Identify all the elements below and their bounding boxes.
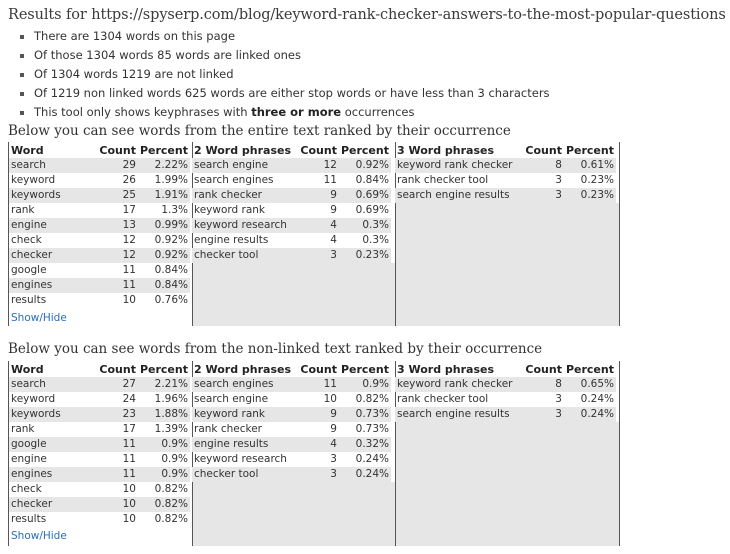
term-cell: engines [9, 278, 97, 293]
count-cell: 11 [97, 437, 138, 452]
count-cell: 10 [323, 393, 337, 405]
percent-cell: 2.21% [138, 377, 190, 392]
percent-cell: 0.24% [355, 453, 389, 465]
table-row [9, 188, 190, 203]
column-header-p3[interactable]: 3 Word phrases [397, 363, 495, 376]
count-cell: 29 [97, 158, 138, 173]
term-cell: rank [11, 204, 35, 216]
percent-cell: 0.92% [154, 234, 188, 246]
table-row [192, 467, 391, 482]
column-header-count[interactable]: Count [300, 363, 337, 376]
phrases3-table [395, 143, 616, 203]
percent-cell: 0.82% [154, 483, 188, 495]
percent-cell: 0.69% [339, 188, 391, 203]
term-cell: search engine [194, 393, 269, 405]
column-header-word[interactable]: Word [11, 363, 44, 376]
percent-cell: 1.3% [161, 204, 188, 216]
term-cell: keyword research [194, 453, 287, 465]
count-cell: 10 [97, 497, 138, 512]
percent-cell: 0.9% [339, 377, 391, 392]
percent-cell: 0.73% [355, 423, 389, 435]
table-row [192, 233, 391, 248]
term-cell: search engine results [395, 407, 523, 422]
percent-cell: 0.99% [138, 218, 190, 233]
table-row [9, 497, 190, 512]
show-hide-link[interactable]: Show/Hide [11, 530, 67, 542]
term-cell: engine results [192, 437, 298, 452]
percent-cell: 0.24% [580, 393, 614, 405]
count-cell: 9 [298, 407, 339, 422]
term-cell: keyword [11, 174, 56, 186]
table-header-row [9, 362, 190, 377]
summary-item: Of 1304 words 1219 are not linked [34, 65, 550, 84]
count-cell: 8 [523, 377, 564, 392]
table-header-row [9, 143, 190, 158]
table-row [9, 467, 190, 482]
term-cell: checker [9, 248, 97, 263]
count-cell: 11 [323, 174, 337, 186]
table-row [9, 293, 190, 308]
term-cell: keywords [9, 407, 97, 422]
table-row [192, 248, 391, 263]
percent-cell: 1.88% [138, 407, 190, 422]
table-row [192, 437, 391, 452]
count-cell: 9 [330, 423, 337, 435]
table-row [9, 233, 190, 248]
table-row [9, 263, 190, 278]
count-cell: 12 [122, 234, 136, 246]
term-cell: keyword rank [192, 407, 298, 422]
term-cell: rank checker [194, 423, 262, 435]
term-cell: search [9, 158, 97, 173]
percent-cell: 0.9% [138, 437, 190, 452]
count-cell: 17 [122, 423, 136, 435]
table-row [9, 203, 190, 218]
count-cell: 4 [298, 437, 339, 452]
count-cell: 17 [122, 204, 136, 216]
count-cell: 3 [298, 467, 339, 482]
term-cell: rank checker [192, 188, 298, 203]
percent-cell: 0.92% [138, 248, 190, 263]
count-cell: 25 [97, 188, 138, 203]
table-row [395, 188, 616, 203]
count-cell: 11 [97, 278, 138, 293]
term-cell: keyword rank checker [395, 158, 523, 173]
table-row [9, 377, 190, 392]
percent-cell: 1.99% [154, 174, 188, 186]
percent-cell: 1.39% [154, 423, 188, 435]
table-row [395, 173, 616, 188]
term-cell: rank checker tool [397, 174, 489, 186]
column-header-p2[interactable]: 2 Word phrases [194, 363, 292, 376]
table-row [192, 188, 391, 203]
count-cell: 12 [97, 248, 138, 263]
table-row [9, 422, 190, 437]
term-cell: rank [11, 423, 35, 435]
term-cell: google [9, 437, 97, 452]
table-row [9, 158, 190, 173]
count-cell: 10 [122, 294, 136, 306]
term-cell: search engines [194, 174, 274, 186]
summary-list [34, 27, 550, 122]
table-header-row [395, 143, 616, 158]
table-row [395, 392, 616, 407]
table-row [9, 512, 190, 527]
empty-area [396, 422, 619, 546]
phrases3-table [395, 362, 616, 422]
empty-area [193, 482, 395, 546]
term-cell: search engine [192, 158, 298, 173]
percent-cell: 0.82% [138, 497, 190, 512]
column-header-percent[interactable]: Percent [565, 363, 614, 376]
percent-cell: 0.9% [161, 453, 188, 465]
table-row [192, 452, 391, 467]
column-header-percent[interactable]: Percent [340, 144, 389, 157]
table-row [192, 173, 391, 188]
term-cell: keyword rank checker [395, 377, 523, 392]
count-cell: 12 [298, 158, 339, 173]
column-header-count[interactable]: Count [300, 144, 337, 157]
count-cell: 3 [523, 407, 564, 422]
phrases2-table [192, 143, 391, 263]
column-header-count[interactable]: Count [525, 363, 562, 376]
percent-cell: 0.23% [564, 188, 616, 203]
count-cell: 11 [97, 467, 138, 482]
page-title: Results for https://spyserp.com/blog/keyword-rank-checker-answers-to-the-most-popular-questions [8, 7, 726, 23]
percent-cell: 0.24% [564, 407, 616, 422]
term-cell: keyword rank [194, 204, 266, 216]
term-cell: engine [9, 218, 97, 233]
term-cell: search [9, 377, 97, 392]
table-header-row [192, 143, 391, 158]
term-cell: search engines [192, 377, 298, 392]
section-heading: Below you can see words from the entire text ranked by their occurrence [8, 123, 511, 139]
table-row [9, 392, 190, 407]
table-header-row [192, 362, 391, 377]
term-cell: check [11, 234, 42, 246]
count-cell: 4 [330, 234, 337, 246]
term-cell: keyword research [192, 218, 298, 233]
percent-cell: 1.91% [138, 188, 190, 203]
words-table [9, 143, 190, 308]
term-cell: engine [11, 453, 47, 465]
summary-text: This tool only shows keyphrases with [34, 105, 252, 119]
table-row [9, 452, 190, 467]
count-cell: 9 [298, 188, 339, 203]
table-row [192, 218, 391, 233]
percent-cell: 0.76% [154, 294, 188, 306]
count-cell: 26 [122, 174, 136, 186]
percent-cell: 0.84% [154, 264, 188, 276]
empty-area [396, 203, 619, 326]
column-header-percent[interactable]: Percent [139, 144, 188, 157]
column-header-count[interactable]: Count [525, 144, 562, 157]
words-table [9, 362, 190, 527]
count-cell: 3 [298, 248, 339, 263]
summary-item: Of those 1304 words 85 words are linked ones [34, 46, 550, 65]
percent-cell: 0.92% [339, 158, 391, 173]
count-cell: 11 [122, 453, 136, 465]
term-cell: checker tool [192, 467, 298, 482]
table-header-row [395, 362, 616, 377]
term-cell: keywords [9, 188, 97, 203]
column-header-count[interactable]: Count [99, 144, 136, 157]
table-row [9, 437, 190, 452]
summary-text: occurrences [341, 105, 415, 119]
table-row [9, 248, 190, 263]
term-cell: results [11, 294, 47, 306]
empty-area [193, 263, 395, 326]
column-header-p3[interactable]: 3 Word phrases [397, 144, 495, 157]
count-cell: 10 [122, 513, 136, 525]
percent-cell: 0.9% [138, 467, 190, 482]
table-row [192, 392, 391, 407]
term-cell: checker [9, 497, 97, 512]
percent-cell: 0.3% [362, 234, 389, 246]
count-cell: 24 [122, 393, 136, 405]
percent-cell: 1.96% [154, 393, 188, 405]
table-row [9, 482, 190, 497]
term-cell: rank checker tool [397, 393, 489, 405]
count-cell: 3 [330, 453, 337, 465]
count-cell: 13 [97, 218, 138, 233]
percent-cell: 0.23% [339, 248, 391, 263]
term-cell: keyword [11, 393, 56, 405]
table-row [9, 218, 190, 233]
term-cell: engines [9, 467, 97, 482]
column-header-p2[interactable]: 2 Word phrases [194, 144, 292, 157]
count-cell: 11 [122, 264, 136, 276]
count-cell: 3 [555, 174, 562, 186]
column-header-percent[interactable]: Percent [139, 363, 188, 376]
table-row [395, 407, 616, 422]
percent-cell: 0.61% [564, 158, 616, 173]
table-row [192, 203, 391, 218]
percent-cell: 0.23% [580, 174, 614, 186]
percent-cell: 2.22% [138, 158, 190, 173]
table-row [9, 407, 190, 422]
count-cell: 9 [330, 204, 337, 216]
count-cell: 23 [97, 407, 138, 422]
term-cell: google [11, 264, 47, 276]
term-cell: check [11, 483, 42, 495]
percent-cell: 0.82% [355, 393, 389, 405]
show-hide-link[interactable]: Show/Hide [11, 312, 67, 324]
percent-cell: 0.65% [564, 377, 616, 392]
term-cell: results [11, 513, 47, 525]
table-row [192, 422, 391, 437]
count-cell: 8 [523, 158, 564, 173]
percent-cell: 0.24% [339, 467, 391, 482]
count-cell: 4 [298, 218, 339, 233]
column-header-count[interactable]: Count [99, 363, 136, 376]
percent-cell: 0.82% [154, 513, 188, 525]
table-row [192, 407, 391, 422]
summary-item: Of 1219 non linked words 625 words are either stop words or have less than 3 characters [34, 84, 550, 103]
table-row [9, 173, 190, 188]
column-header-percent[interactable]: Percent [340, 363, 389, 376]
count-cell: 3 [523, 188, 564, 203]
count-cell: 11 [298, 377, 339, 392]
column-header-word[interactable]: Word [11, 144, 44, 157]
summary-item [34, 103, 550, 122]
percent-cell: 0.73% [339, 407, 391, 422]
table-row [395, 158, 616, 173]
term-cell: engine results [194, 234, 269, 246]
section-heading: Below you can see words from the non-linked text ranked by their occurrence [8, 341, 543, 357]
phrases2-table [192, 362, 391, 482]
percent-cell: 0.84% [355, 174, 389, 186]
percent-cell: 0.3% [339, 218, 391, 233]
term-cell: checker tool [192, 248, 298, 263]
table-row [395, 377, 616, 392]
table-row [192, 158, 391, 173]
percent-cell: 0.69% [355, 204, 389, 216]
summary-item: There are 1304 words on this page [34, 27, 550, 46]
count-cell: 10 [122, 483, 136, 495]
count-cell: 3 [555, 393, 562, 405]
summary-emphasis: three or more [251, 105, 342, 119]
percent-cell: 0.84% [138, 278, 190, 293]
column-header-percent[interactable]: Percent [565, 144, 614, 157]
term-cell: search engine results [395, 188, 523, 203]
count-cell: 27 [97, 377, 138, 392]
table-row [192, 377, 391, 392]
percent-cell: 0.32% [339, 437, 391, 452]
table-row [9, 278, 190, 293]
